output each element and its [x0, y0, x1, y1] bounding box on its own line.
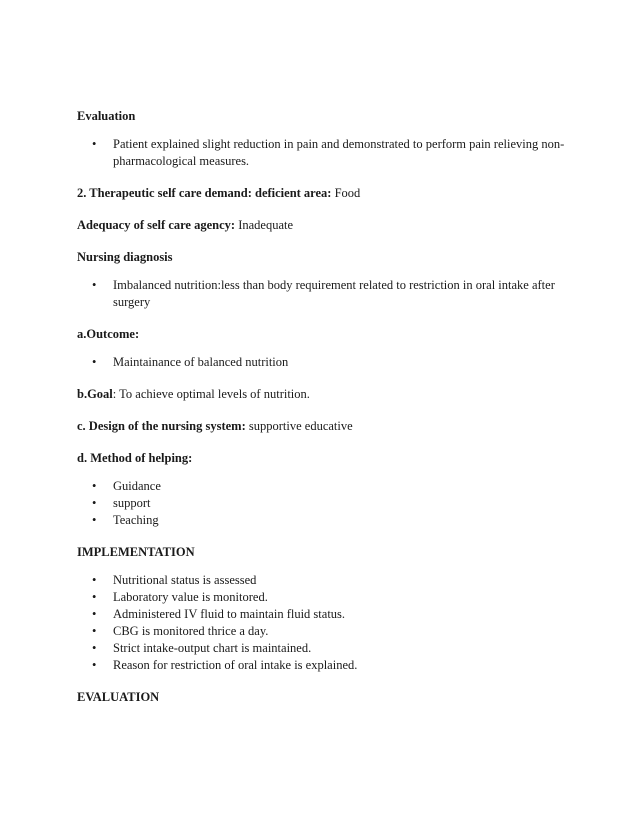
goal-line — [77, 386, 577, 403]
therapeutic-label: 2. Therapeutic self care demand: deficient area: — [77, 186, 332, 200]
outcome-heading: a.Outcome: — [77, 327, 140, 341]
document-page — [77, 108, 577, 706]
list-item: • Maintainance of balanced nutrition — [77, 354, 577, 371]
evaluation-list — [77, 136, 577, 170]
list-item: • Patient explained slight reduction in pain and demonstrated to perform pain relieving non-pharmacological measures. — [77, 136, 577, 170]
evaluation-heading: Evaluation — [77, 109, 136, 123]
adequacy-value: Inadequate — [235, 218, 294, 232]
list-item: • Guidance — [77, 478, 577, 495]
list-item: • CBG is monitored thrice a day. — [77, 623, 577, 640]
design-value: supportive educative — [245, 419, 353, 433]
method-heading: d. Method of helping: — [77, 451, 193, 465]
list-item: • Teaching — [77, 512, 577, 529]
implementation-list — [77, 572, 577, 674]
goal-value: : To achieve optimal levels of nutrition. — [112, 387, 310, 401]
list-item: • support — [77, 495, 577, 512]
list-item: • Administered IV fluid to maintain fluid status. — [77, 606, 577, 623]
list-item: • Nutritional status is assessed — [77, 572, 577, 589]
nursing-diagnosis-heading: Nursing diagnosis — [77, 250, 173, 264]
evaluation-heading-2: EVALUATION — [77, 690, 160, 704]
adequacy-line — [77, 217, 577, 234]
implementation-heading: IMPLEMENTATION — [77, 545, 195, 559]
adequacy-label: Adequacy of self care agency: — [77, 218, 236, 232]
list-item: • Imbalanced nutrition:less than body requirement related to restriction in oral intake after surgery — [77, 277, 577, 311]
list-item: • Strict intake-output chart is maintained. — [77, 640, 577, 657]
goal-label: b.Goal — [77, 387, 113, 401]
method-list — [77, 478, 577, 529]
design-line — [77, 418, 577, 435]
nursing-diagnosis-list — [77, 277, 577, 311]
design-label: c. Design of the nursing system: — [77, 419, 246, 433]
therapeutic-line — [77, 185, 577, 202]
outcome-list — [77, 354, 577, 371]
therapeutic-value: Food — [331, 186, 361, 200]
list-item: • Reason for restriction of oral intake is explained. — [77, 657, 577, 674]
list-item: • Laboratory value is monitored. — [77, 589, 577, 606]
